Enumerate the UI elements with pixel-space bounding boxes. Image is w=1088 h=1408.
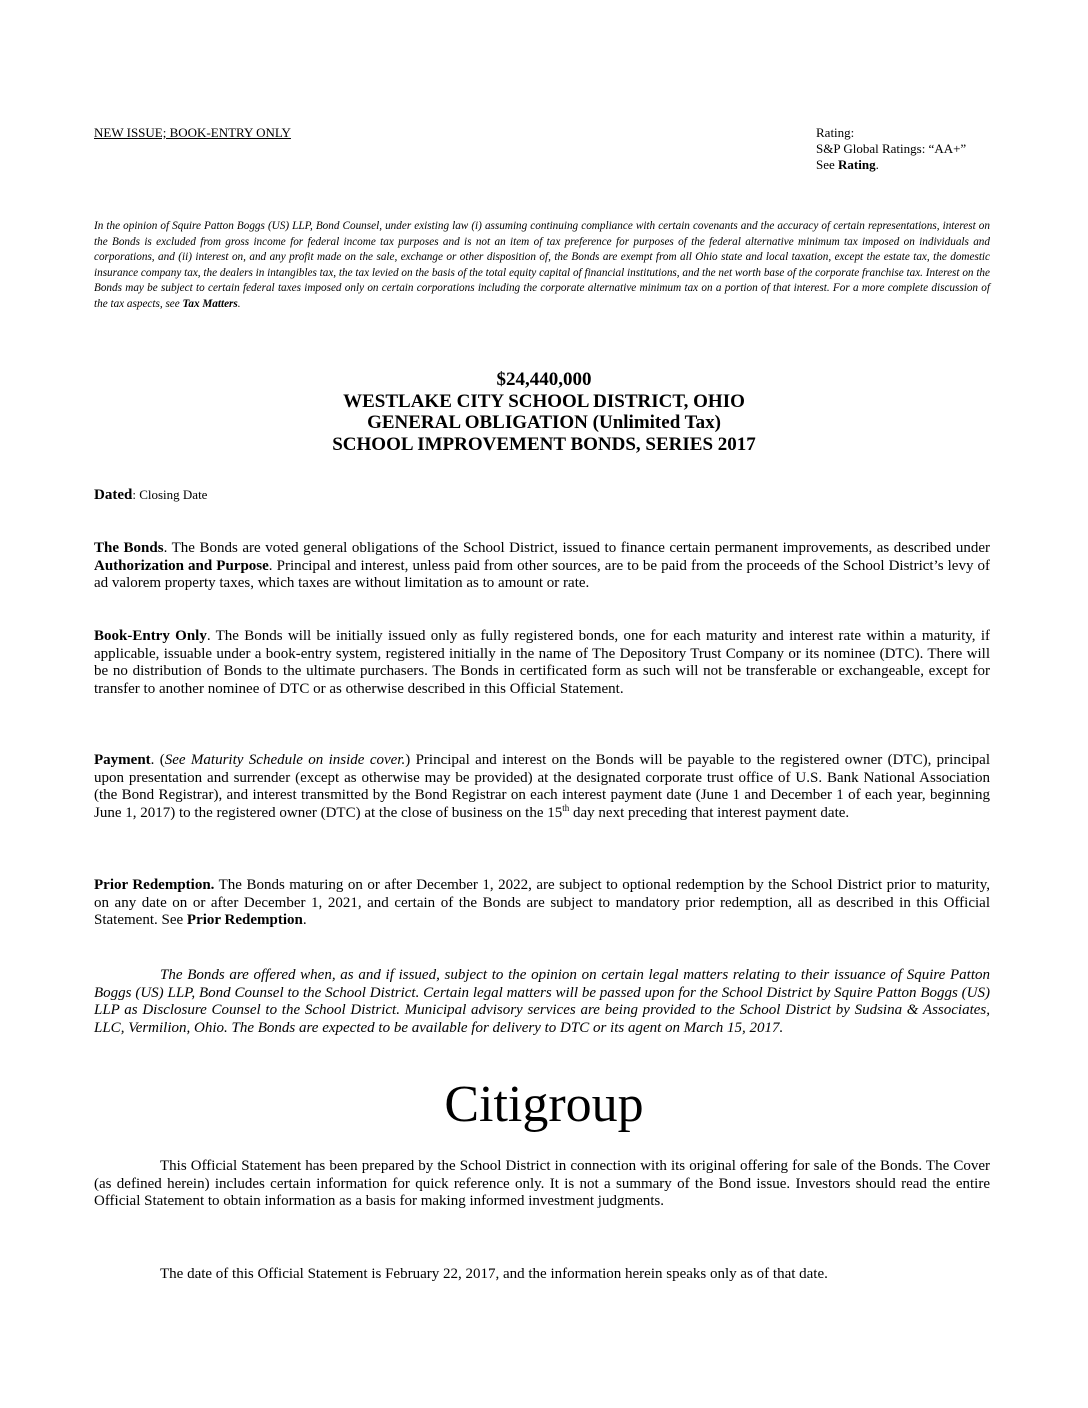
prior-redemption-paragraph [94,877,990,930]
rating-label: Rating: [816,125,855,140]
authorization-ref: Authorization and Purpose [94,557,269,574]
rating-see [816,157,966,173]
dated-sep: : [132,487,140,502]
tax-opinion [94,219,990,313]
bonds-heading: The Bonds [94,540,164,556]
rating-see-suffix: . [875,157,879,172]
dated-line [94,487,207,504]
ordinal-suffix: th [562,802,570,813]
tax-opinion-text: In the opinion of Squire Patton Boggs (US) LLP, Bond Counsel, under existing law (i) assuming continuing compliance with certain covenants and the accuracy of certain representations, interest on the Bonds is excluded from gross income for federal income tax purposes and is not an item of tax preference for purposes of the federal alternative minimum tax imposed on individuals and corporations, and (ii) interest on, and any profit made on the sale, exchange or other disposition of, the Bonds are exempt from all Ohio state and local taxation, except the estate tax, the domestic insurance company tax, the dealers in intangibles tax, the tax levied on the basis of the total equity capital of financial institutions, and the net worth base of the corporate franchise tax. Interest on the Bonds may be subject to certain federal taxes imposed only on certain corporations including the corporate alternative minimum tax on a portion of that interest. For a more complete discussion of the tax aspects, see [94,220,990,310]
official-statement-paragraph [94,1158,990,1211]
offering-paragraph [94,967,990,1037]
rating-block [816,125,966,173]
payment-text-1: ) Principal and interest on the Bonds will be payable to the registered owner (DTC), principal upon presentation and surrender (except as otherwise may be provided) at the designated corporate trust office of U.S. Bank National Association (the Bond Registrar), and interest transmitted by the Bond Registrar on each interest payment date (June 1 and December 1 of each year, beginning June 1, 2017) to the registered owner (DTC) at the close of business on the 15 [94,752,990,821]
rating-agency: S&P Global Ratings: “AA+” [816,141,967,156]
bond-amount: $24,440,000 [496,369,592,390]
bonds-text-2: . Principal and interest, unless paid from other sources, are to be paid from the proceeds of the School District’s levy of ad valorem property taxes, which taxes are without limitation as to amount or rate. [94,557,990,592]
statement-date-text: The date of this Official Statement is February 22, 2017, and the information herein speaks only as of that date. [160,1266,828,1282]
book-entry-text: . The Bonds will be initially issued only as fully registered bonds, one for each maturity and interest rate within a maturity, if applicable, issuable under a book-entry system, registered initially in the name of The Depository Trust Company or its nominee (DTC). There will be no distribution of Bonds to the ultimate purchasers. The Bonds in certificated form as such will not be transferable or exchangeable, except for transfer to another nominee of DTC or as otherwise described in this Official Statement. [94,628,990,697]
dated-value: Closing Date [139,487,208,502]
payment-pre: . ( [150,752,165,768]
prior-redemption-ref: Prior Redemption [186,912,303,929]
dated-label: Dated [94,487,133,503]
bond-obligation: GENERAL OBLIGATION (Unlimited Tax) [367,412,721,433]
book-entry-heading: Book-Entry Only [94,628,207,644]
bonds-paragraph [94,540,990,593]
issue-type: NEW ISSUE; BOOK-ENTRY ONLY [94,125,291,140]
maturity-schedule-note: See Maturity Schedule on inside cover. [164,752,406,768]
bond-series: SCHOOL IMPROVEMENT BONDS, SERIES 2017 [332,433,756,455]
book-entry-paragraph [94,628,990,698]
payment-paragraph [94,752,990,822]
payment-heading: Payment [94,752,151,768]
official-statement-text: This Official Statement has been prepared by the School District in connection with its original offering for sale of the Bonds. The Cover (as defined herein) includes certain information for quick reference only. It is not a summary of the Bond issue. Investors should read the entire Official Statement to obtain information as a basis for making informed investment judgments. [94,1158,990,1210]
statement-date-paragraph [94,1266,990,1284]
rating-see-ref: Rating [838,157,876,172]
offering-text: The Bonds are offered when, as and if issued, subject to the opinion on certain legal matters relating to their issuance of Squire Patton Boggs (US) LLP, Bond Counsel to the School District. Certain legal matters will be passed upon for the School District by Squire Patton Boggs (US) LLP as Disclosure Counsel to the School District. Municipal advisory services are being provided to the School District by Sudsina & Associates, LLC, Vermilion, Ohio. The Bonds are expected to be available for delivery to DTC or its agent on March 15, 2017. [94,967,990,1036]
prior-redemption-heading: Prior Redemption. [94,877,215,893]
tax-matters-ref: Tax Matters [182,297,238,310]
payment-text-2: day next preceding that interest payment date. [569,804,850,821]
bond-title [0,369,1088,455]
tax-opinion-end: . [237,297,241,310]
rating-see-prefix: See [816,157,839,172]
bond-issuer: WESTLAKE CITY SCHOOL DISTRICT, OHIO [343,390,745,412]
prior-redemption-text: The Bonds maturing on or after December 1, 2022, are subject to optional redemption by the School District prior to maturity, on any date on or after December 1, 2021, and certain of the Bonds are subject to mandatory prior redemption, all as described in this Official Statement. See [94,877,990,929]
prior-redemption-end: . [302,912,307,929]
bonds-text-1: . The Bonds are voted general obligations of the School District, issued to finance certain permanent improvements, as described under [163,540,990,556]
underwriter-name: Citigroup [444,1076,644,1133]
